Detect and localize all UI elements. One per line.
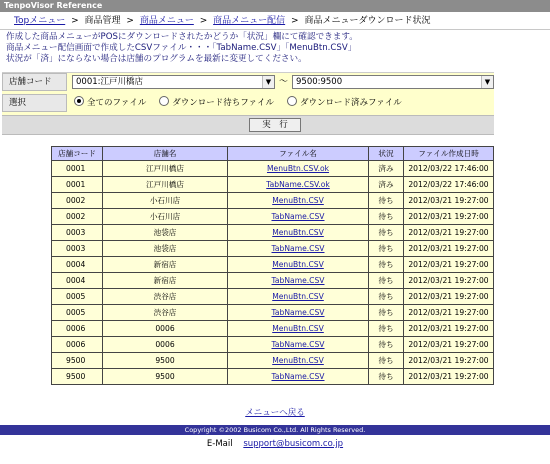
column-header-file-name: ファイル名: [228, 147, 369, 161]
store-to-select[interactable]: [292, 75, 494, 89]
copyright-text: Copyright ©2002 Busicom Co.,Ltd. All Rights Reserved.: [184, 426, 366, 434]
cell-file-name: [228, 289, 369, 305]
intro-line-1: 作成した商品メニューがPOSにダウンロードされたかどうか「状況」欄にて確認できます。: [6, 32, 358, 42]
chevron-down-icon: ▼: [262, 76, 274, 88]
radio-downloaded-files-label: ダウンロード済みファイル: [299, 98, 402, 108]
table-row: [52, 321, 494, 337]
table-row: [52, 305, 494, 321]
cell-store-name: 渋谷店: [103, 289, 228, 305]
cell-file-created: 2012/03/21 19:27:00: [404, 321, 494, 337]
cell-file-created: 2012/03/21 19:27:00: [404, 305, 494, 321]
download-status-table: [51, 146, 494, 385]
file-filter-radio-group: [74, 96, 412, 110]
cell-file-name: [228, 353, 369, 369]
breadcrumb-top-menu[interactable]: Topメニュー: [14, 16, 66, 26]
cell-store-name: 渋谷店: [103, 305, 228, 321]
table-row: [52, 209, 494, 225]
radio-downloaded-files[interactable]: [287, 96, 402, 110]
cell-file-name: [228, 209, 369, 225]
app-title: TenpoVisor Reference: [4, 1, 103, 10]
back-to-menu-link[interactable]: メニューへ戻る: [245, 408, 305, 418]
cell-file-name: [228, 337, 369, 353]
breadcrumb-separator: >: [126, 16, 134, 26]
cell-status: 待ち: [369, 321, 404, 337]
cell-file-created: 2012/03/21 19:27:00: [404, 193, 494, 209]
cell-file-name: [228, 257, 369, 273]
cell-file-name: [228, 177, 369, 193]
breadcrumb-current-page: 商品メニューダウンロード状況: [304, 16, 431, 26]
table-row: [52, 225, 494, 241]
store-code-label: 店舗コード: [2, 73, 67, 91]
cell-status: 待ち: [369, 273, 404, 289]
cell-store-name: 0006: [103, 337, 228, 353]
intro-line-2: 商品メニュー配信画面で作成したCSVファイル・・・「TabName.CSV」「MenuBtn.CSV」: [6, 43, 357, 53]
cell-status: 待ち: [369, 289, 404, 305]
column-header-store-name: 店舗名: [103, 147, 228, 161]
table-row: [52, 193, 494, 209]
cell-store-code: 0006: [52, 321, 103, 337]
breadcrumb-product-menu[interactable]: 商品メニュー: [139, 16, 194, 26]
cell-file-created: 2012/03/21 19:27:00: [404, 257, 494, 273]
file-link[interactable]: TabName.CSV: [271, 372, 325, 381]
cell-file-created: 2012/03/21 19:27:00: [404, 369, 494, 385]
execute-bar: [2, 115, 494, 135]
cell-store-name: 江戸川橋店: [103, 161, 228, 177]
cell-file-created: 2012/03/22 17:46:00: [404, 161, 494, 177]
contact-info: [0, 439, 550, 449]
file-link[interactable]: TabName.CSV.ok: [266, 180, 330, 189]
cell-file-created: 2012/03/21 19:27:00: [404, 209, 494, 225]
file-link[interactable]: MenuBtn.CSV: [272, 260, 324, 269]
radio-pending-files-label: ダウンロード待ちファイル: [172, 98, 275, 108]
cell-store-code: 0006: [52, 337, 103, 353]
cell-file-name: [228, 321, 369, 337]
table-header-row: [52, 147, 494, 161]
cell-status: 待ち: [369, 257, 404, 273]
cell-file-name: [228, 225, 369, 241]
cell-file-name: [228, 161, 369, 177]
file-link[interactable]: MenuBtn.CSV: [272, 196, 324, 205]
back-to-menu: [0, 406, 550, 418]
table-row: [52, 273, 494, 289]
table-row: [52, 161, 494, 177]
cell-file-created: 2012/03/21 19:27:00: [404, 337, 494, 353]
cell-store-code: 9500: [52, 369, 103, 385]
breadcrumb-separator: >: [199, 16, 208, 26]
cell-store-name: 新宿店: [103, 257, 228, 273]
table-row: [52, 353, 494, 369]
cell-file-name: [228, 369, 369, 385]
cell-store-code: 0004: [52, 257, 103, 273]
file-link[interactable]: TabName.CSV: [271, 340, 325, 349]
cell-store-name: 9500: [103, 369, 228, 385]
footer-bar: [0, 425, 550, 435]
radio-button[interactable]: [159, 96, 169, 106]
file-link[interactable]: MenuBtn.CSV: [272, 292, 324, 301]
support-email-link[interactable]: support@busicom.co.jp: [243, 439, 344, 449]
cell-file-name: [228, 273, 369, 289]
cell-file-name: [228, 305, 369, 321]
cell-file-created: 2012/03/21 19:27:00: [404, 289, 494, 305]
cell-file-created: 2012/03/21 19:27:00: [404, 353, 494, 369]
file-link[interactable]: TabName.CSV: [271, 276, 325, 285]
cell-store-code: 0001: [52, 161, 103, 177]
cell-store-name: 小石川店: [103, 209, 228, 225]
radio-all-files-label: 全てのファイル: [87, 98, 147, 108]
cell-status: 待ち: [369, 305, 404, 321]
cell-store-code: 0004: [52, 273, 103, 289]
column-header-store-code: 店舗コード: [52, 147, 103, 161]
cell-status: 待ち: [369, 369, 404, 385]
chevron-down-icon: ▼: [481, 76, 493, 88]
breadcrumb-divider: [0, 29, 550, 30]
breadcrumb: [14, 14, 430, 28]
radio-button-checked[interactable]: [74, 96, 84, 106]
cell-status: 待ち: [369, 193, 404, 209]
cell-status: 待ち: [369, 225, 404, 241]
cell-store-code: 0002: [52, 209, 103, 225]
cell-store-code: 0003: [52, 225, 103, 241]
execute-button[interactable]: 実 行: [249, 118, 301, 132]
file-link[interactable]: MenuBtn.CSV: [272, 356, 324, 365]
table-row: [52, 369, 494, 385]
email-label: E-Mail: [206, 439, 233, 449]
cell-store-code: 0005: [52, 305, 103, 321]
store-from-select[interactable]: [72, 75, 275, 89]
breadcrumb-separator: >: [291, 16, 299, 26]
file-link[interactable]: MenuBtn.CSV: [272, 324, 324, 333]
cell-store-name: 0006: [103, 321, 228, 337]
file-link[interactable]: MenuBtn.CSV: [272, 228, 324, 237]
cell-status: 待ち: [369, 241, 404, 257]
radio-pending-files[interactable]: [159, 96, 274, 110]
cell-store-code: 0005: [52, 289, 103, 305]
store-code-row: [2, 73, 494, 91]
cell-store-name: 池袋店: [103, 241, 228, 257]
intro-line-3: 状況が「済」にならない場合は店舗のプログラムを最新に変更してください。: [6, 54, 307, 64]
table-row: [52, 289, 494, 305]
select-label: 選択: [2, 94, 67, 112]
cell-file-created: 2012/03/21 19:27:00: [404, 273, 494, 289]
breadcrumb-separator: >: [71, 16, 79, 26]
column-header-status: 状況: [369, 147, 404, 161]
cell-store-name: 江戸川橋店: [103, 177, 228, 193]
file-link[interactable]: MenuBtn.CSV.ok: [266, 164, 330, 173]
radio-button[interactable]: [287, 96, 297, 106]
cell-file-name: [228, 193, 369, 209]
intro-text: [6, 32, 358, 65]
file-filter-row: [2, 94, 494, 112]
cell-file-name: [228, 241, 369, 257]
table-row: [52, 177, 494, 193]
table-row: [52, 337, 494, 353]
cell-store-code: 0002: [52, 193, 103, 209]
cell-file-created: 2012/03/21 19:27:00: [404, 225, 494, 241]
breadcrumb-product-management: 商品管理: [84, 16, 121, 26]
cell-status: 済み: [369, 177, 404, 193]
store-from-value: 0001:江戸川橋店: [76, 77, 143, 87]
radio-all-files[interactable]: [74, 96, 146, 110]
app-title-bar: [0, 0, 550, 12]
store-to-value: 9500:9500: [296, 77, 343, 87]
cell-store-name: 池袋店: [103, 225, 228, 241]
cell-store-code: 0003: [52, 241, 103, 257]
breadcrumb-menu-distribution[interactable]: 商品メニュー配信: [213, 16, 286, 26]
table-row: [52, 257, 494, 273]
file-link[interactable]: TabName.CSV: [271, 308, 325, 317]
cell-store-code: 9500: [52, 353, 103, 369]
cell-status: 待ち: [369, 353, 404, 369]
file-link[interactable]: TabName.CSV: [271, 212, 325, 221]
cell-status: 待ち: [369, 209, 404, 225]
cell-file-created: 2012/03/22 17:46:00: [404, 177, 494, 193]
cell-status: 済み: [369, 161, 404, 177]
cell-store-name: 9500: [103, 353, 228, 369]
file-link[interactable]: TabName.CSV: [271, 244, 325, 253]
cell-store-name: 新宿店: [103, 273, 228, 289]
column-header-file-created: ファイル作成日時: [404, 147, 494, 161]
table-row: [52, 241, 494, 257]
cell-status: 待ち: [369, 337, 404, 353]
cell-file-created: 2012/03/21 19:27:00: [404, 241, 494, 257]
cell-store-code: 0001: [52, 177, 103, 193]
cell-store-name: 小石川店: [103, 193, 228, 209]
range-separator: ～: [279, 77, 289, 87]
